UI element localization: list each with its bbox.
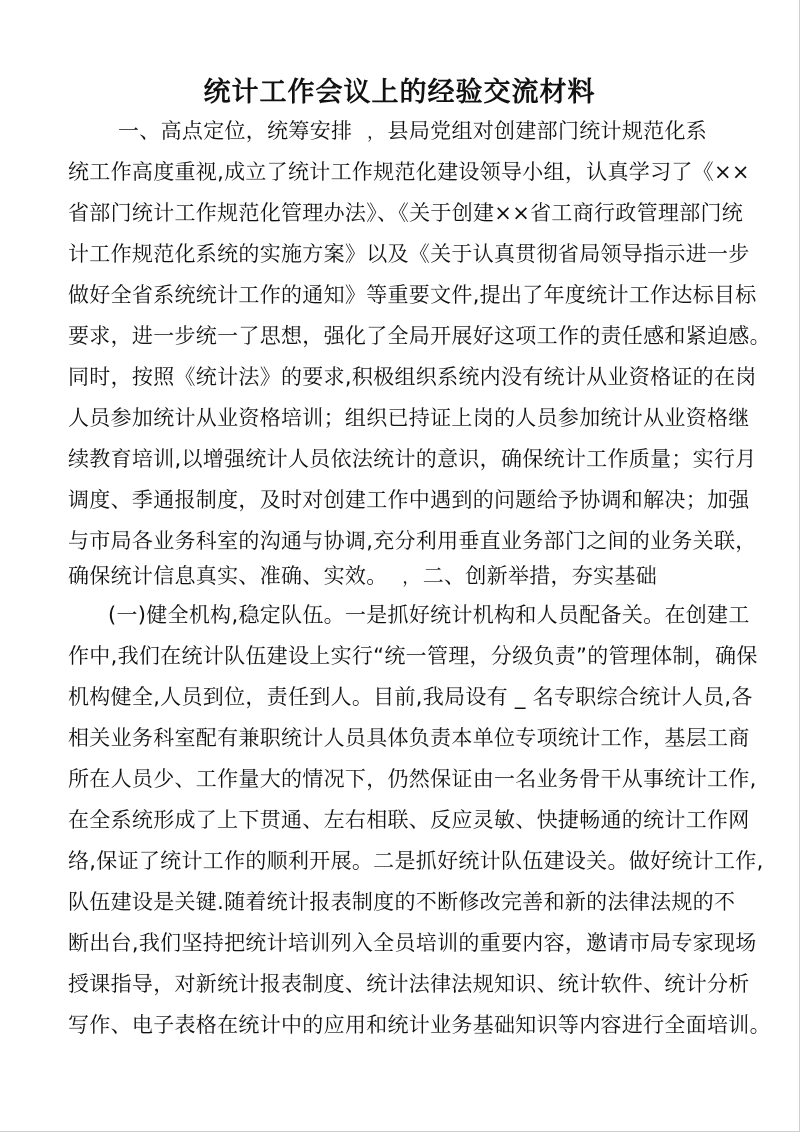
body-line: 在全系统形成了上下贯通、左右相联、反应灵敏、快捷畅通的统计工作网 — [68, 808, 750, 832]
body-line: 要求，进一步统一了思想，强化了全局开展好这项工作的责任感和紧迫感。 — [68, 324, 771, 348]
body-line: 机构健全,人员到位，责任到人。目前,我局设有 _ 名专职综合统计人员,各 — [68, 685, 753, 709]
body-line: 一、高点定位，统筹安排 ﹐ 县局党组对创建部门统计规范化系 — [118, 119, 708, 143]
body-line: 统工作高度重视,成立了统计工作规范化建设领导小组，认真学习了《×× — [68, 160, 750, 184]
body-line: 续教育培训,以增强统计人员依法统计的意识，确保统计工作质量；实行月 — [68, 447, 757, 471]
body-line: 相关业务科室配有兼职统计人员具体负责本单位专项统计工作，基层工商 — [68, 726, 750, 750]
body-line: 计工作规范化系统的实施方案》以及《关于认真贯彻省局领导指示进一步 — [68, 242, 750, 266]
body-line: 队伍建设是关键.随着统计报表制度的不断修改完善和新的法律法规的不 — [68, 890, 736, 914]
body-line: 省部门统计工作规范化管理办法》、《关于创建××省工商行政管理部门统 — [68, 201, 744, 225]
body-line: 调度、季通报制度，及时对创建工作中遇到的问题给予协调和解决；加强 — [68, 488, 750, 512]
body-line: 断出台,我们坚持把统计培训列入全员培训的重要内容，邀请市局专家现场 — [68, 931, 757, 955]
body-line: 作中,我们在统计队伍建设上实行“统一管理，分级负责”的管理体制，确保 — [68, 644, 758, 668]
body-line: 所在人员少、工作量大的情况下，仍然保证由一名业务骨干从事统计工作, — [68, 767, 757, 791]
body-line: 与市局各业务科室的沟通与协调,充分利用垂直业务部门之间的业务关联， — [68, 529, 757, 553]
document-title: 统计工作会议上的经验交流材料 — [203, 77, 596, 108]
body-line: 授课指导，对新统计报表制度、统计法律法规知识、统计软件、统计分析 — [68, 972, 750, 996]
body-line: 络,保证了统计工作的顺利开展。二是抓好统计队伍建设关。做好统计工作, — [68, 849, 764, 873]
body-line: 做好全省系统统计工作的通知》等重要文件,提出了年度统计工作达标目标 — [68, 283, 757, 307]
body-line: 同时，按照《统计法》的要求,积极组织系统内没有统计从业资格证的在岗 — [68, 365, 757, 389]
body-line: 人员参加统计从业资格培训；组织已持证上岗的人员参加统计从业资格继 — [68, 406, 750, 430]
body-line: (一)健全机构,稳定队伍。一是抓好统计机构和人员配备关。在创建工 — [108, 603, 750, 627]
body-line: 写作、电子表格在统计中的应用和统计业务基础知识等内容进行全面培训。 — [68, 1013, 771, 1037]
body-line: 确保统计信息真实、准确、实效。 ﹐ 二、创新举措，夯实基础 — [68, 564, 658, 588]
